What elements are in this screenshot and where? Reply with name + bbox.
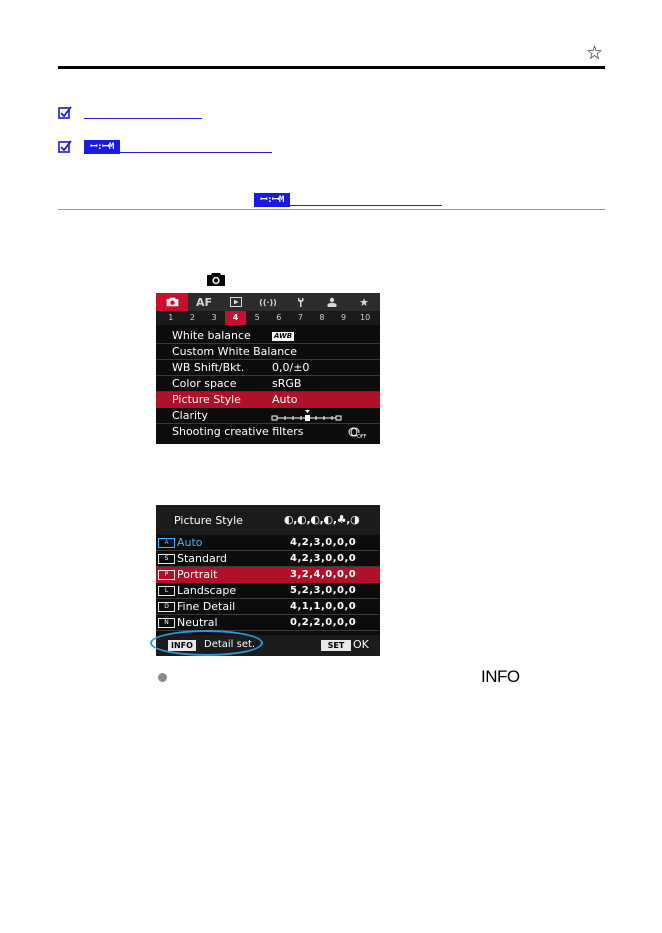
ps-row-values: 4,1,1,0,0,0 bbox=[290, 601, 357, 612]
tab-shooting[interactable] bbox=[156, 293, 188, 311]
ps-row-standard[interactable] bbox=[156, 551, 380, 567]
menu-row-label: Custom White Balance bbox=[172, 345, 297, 358]
ps-row-name: Portrait bbox=[177, 568, 218, 581]
ps-title: Picture Style bbox=[174, 514, 243, 527]
ps-row-name: Standard bbox=[177, 552, 228, 565]
wrench-icon bbox=[296, 297, 305, 308]
info-button[interactable]: INFO bbox=[168, 640, 196, 651]
menu-row-creative-filters[interactable] bbox=[156, 424, 380, 440]
menu-row-value: sRGB bbox=[272, 377, 302, 390]
menu-row-label: WB Shift/Bkt. bbox=[172, 361, 245, 374]
menu-row-value: 0,0/±0 bbox=[272, 361, 310, 374]
tab-custom[interactable] bbox=[316, 293, 348, 311]
link-underline[interactable] bbox=[84, 118, 202, 119]
menu-row-custom-wb[interactable] bbox=[156, 344, 380, 360]
set-button[interactable]: SET bbox=[321, 640, 351, 651]
ps-header bbox=[156, 505, 380, 535]
checkbox-icon bbox=[58, 106, 72, 120]
star-outline-icon: ☆ bbox=[586, 43, 604, 64]
style-badge-icon: A bbox=[158, 538, 175, 548]
center-link[interactable] bbox=[254, 193, 442, 207]
ps-parameter-icons: ◐,◐,◐,◐,♣,◑ bbox=[284, 513, 360, 526]
ps-row-name: Neutral bbox=[177, 616, 218, 629]
style-badge-icon: N bbox=[158, 618, 175, 628]
tab-setup[interactable] bbox=[284, 293, 316, 311]
ps-row-name: Fine Detail bbox=[177, 600, 236, 613]
style-badge-icon: S bbox=[158, 554, 175, 564]
clarity-slider-icon bbox=[272, 410, 346, 422]
menu-subtabs bbox=[156, 311, 380, 325]
subtab-3[interactable]: 3 bbox=[211, 313, 217, 322]
subtab-2[interactable]: 2 bbox=[189, 313, 195, 322]
tab-af[interactable]: AF bbox=[195, 295, 213, 309]
style-badge-icon: D bbox=[158, 602, 175, 612]
menu-row-label: Shooting creative filters bbox=[172, 425, 304, 438]
ps-row-portrait[interactable] bbox=[156, 567, 380, 583]
subtab-10[interactable]: 10 bbox=[360, 313, 371, 322]
camera-menu-screen bbox=[156, 293, 380, 444]
ps-row-name: Auto bbox=[177, 536, 203, 549]
menu-row-value: Auto bbox=[272, 393, 298, 406]
menu-row-wb-shift[interactable] bbox=[156, 360, 380, 376]
ps-row-values: 4,2,3,0,0,0 bbox=[290, 553, 357, 564]
tab-wireless[interactable]: ((·)) bbox=[259, 297, 277, 307]
subtab-1[interactable]: 1 bbox=[168, 313, 174, 322]
menu-row-color-space[interactable] bbox=[156, 376, 380, 392]
awb-badge: AWB bbox=[274, 332, 293, 340]
menu-row-picture-style[interactable] bbox=[156, 392, 380, 408]
tab-playback[interactable] bbox=[220, 293, 252, 311]
subtab-8[interactable]: 8 bbox=[319, 313, 325, 322]
picture-style-icon: ꟷ:ꟷM bbox=[84, 140, 120, 154]
link-underline[interactable] bbox=[120, 152, 272, 153]
detail-set-label: Detail set. bbox=[204, 639, 256, 650]
link-underline[interactable] bbox=[290, 205, 442, 206]
svg-text:OFF: OFF bbox=[357, 434, 367, 440]
picture-style-icon: ꟷ:ꟷM bbox=[254, 193, 290, 207]
camera-icon bbox=[166, 297, 179, 307]
info-button-label: INFO bbox=[481, 667, 520, 686]
camera-icon bbox=[206, 272, 226, 287]
ps-row-values: 0,2,2,0,0,0 bbox=[290, 617, 357, 628]
filter-off-icon bbox=[348, 427, 367, 440]
menu-row-label: White balance bbox=[172, 329, 251, 342]
menu-row-label: Clarity bbox=[172, 409, 208, 422]
header-rule bbox=[58, 66, 605, 69]
menu-row-clarity[interactable] bbox=[156, 408, 380, 424]
menu-row-white-balance[interactable] bbox=[156, 328, 380, 344]
ps-row-values: 3,2,4,0,0,0 bbox=[290, 569, 357, 580]
play-icon bbox=[230, 297, 242, 307]
style-badge-icon: L bbox=[158, 586, 175, 596]
section-divider bbox=[58, 209, 605, 210]
subtab-4[interactable]: 4 bbox=[225, 311, 247, 325]
menu-tabs bbox=[156, 293, 380, 311]
menu-row-label: Color space bbox=[172, 377, 237, 390]
link-row-2[interactable] bbox=[58, 140, 272, 154]
tab-my-menu[interactable]: ★ bbox=[359, 295, 369, 309]
ps-row-name: Landscape bbox=[177, 584, 237, 597]
person-icon bbox=[326, 297, 338, 308]
ps-row-fine-detail[interactable] bbox=[156, 599, 380, 615]
bullet-dot bbox=[158, 673, 167, 682]
ok-label: OK bbox=[353, 638, 369, 651]
ps-row-values: 5,2,3,0,0,0 bbox=[290, 585, 357, 596]
link-row-1[interactable] bbox=[58, 106, 202, 120]
style-badge-icon: P bbox=[158, 570, 175, 580]
subtab-6[interactable]: 6 bbox=[276, 313, 282, 322]
ps-row-neutral[interactable] bbox=[156, 615, 380, 631]
ps-row-landscape[interactable] bbox=[156, 583, 380, 599]
ps-row-values: 4,2,3,0,0,0 bbox=[290, 537, 357, 548]
ps-row-auto[interactable] bbox=[156, 535, 380, 551]
checkbox-icon bbox=[58, 140, 72, 154]
subtab-9[interactable]: 9 bbox=[341, 313, 347, 322]
highlight-oval bbox=[150, 630, 263, 656]
subtab-7[interactable]: 7 bbox=[297, 313, 303, 322]
menu-row-label: Picture Style bbox=[172, 393, 241, 406]
subtab-5[interactable]: 5 bbox=[254, 313, 260, 322]
